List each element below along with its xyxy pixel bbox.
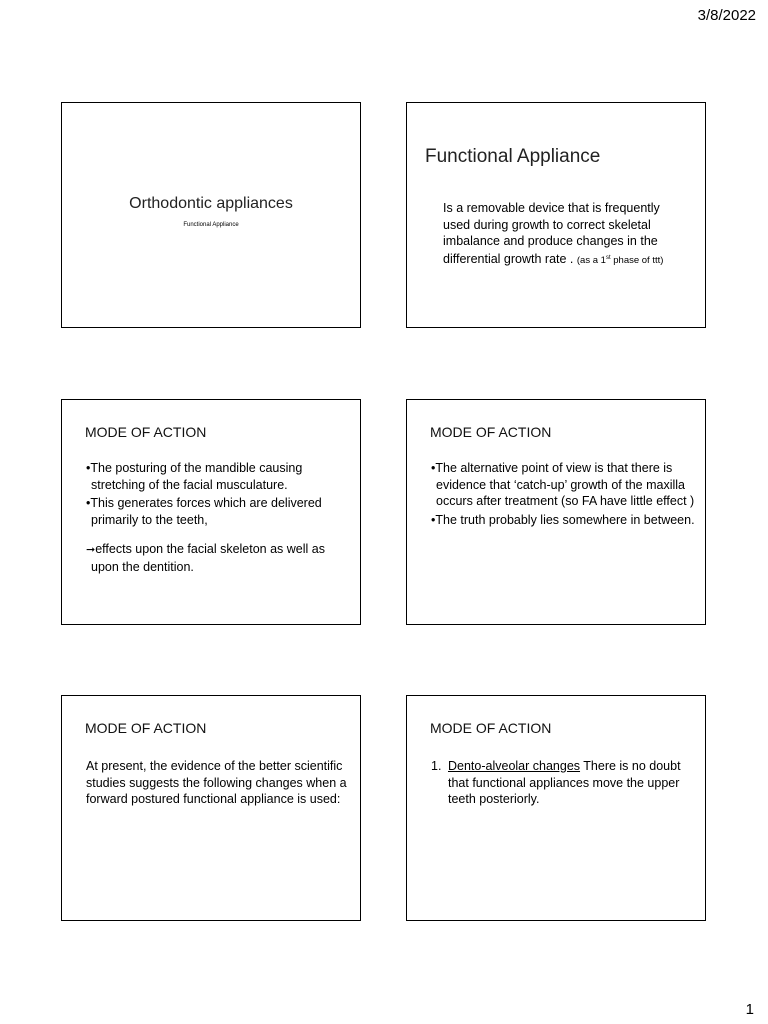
- list-number: 1.: [431, 759, 442, 773]
- list-item: •The posturing of the mandible causing stretching of the facial musculature.: [86, 461, 303, 492]
- slide-5: [61, 695, 361, 921]
- slide-heading: MODE OF ACTION: [85, 720, 207, 736]
- page-number: 1: [745, 1001, 754, 1018]
- list-item: ➞effects upon the facial skeleton as well as upon the dentition.: [86, 542, 325, 574]
- list-item: •The truth probably lies somewhere in between.: [431, 512, 695, 527]
- slide-4: [406, 399, 706, 625]
- slide-heading: MODE OF ACTION: [85, 424, 207, 440]
- slide-subtitle: Functional Appliance: [183, 222, 239, 228]
- slide-heading: MODE OF ACTION: [430, 424, 552, 440]
- definition-text: Is a removable device that is frequently used during growth to correct skeletal imbalance and produce changes in the differential growth rate .: [443, 201, 660, 266]
- slide-title: Functional Appliance: [425, 146, 601, 167]
- slide-body: [443, 200, 683, 269]
- page-date: 3/8/2022: [697, 7, 756, 24]
- slide-body: At present, the evidence of the better scientific studies suggests the following changes when a forward postured functional appliance is used:: [86, 759, 347, 806]
- term: Dento-alveolar changes: [448, 759, 581, 773]
- phase-note: (as a 1st phase of ttt): [576, 254, 664, 266]
- slide-6: [406, 695, 706, 921]
- list-item: Dento-alveolar changes There is no doubt that functional appliances move the upper teeth posteriorly.: [448, 759, 681, 806]
- slide-heading: MODE OF ACTION: [430, 720, 552, 736]
- bullet-list: [431, 460, 699, 530]
- slide-1: [61, 102, 361, 328]
- numbered-list: [431, 758, 693, 808]
- bullet-list: [86, 460, 354, 575]
- list-item: •The alternative point of view is that there is evidence that ‘catch-up’ growth of the maxilla occurs after treatment (so FA have little effect ): [431, 461, 695, 508]
- slide-3: [61, 399, 361, 625]
- arrow-icon: ➞: [86, 544, 96, 556]
- slide-title: Orthodontic appliances: [129, 195, 293, 212]
- slide-2: [406, 102, 706, 328]
- list-item: •This generates forces which are delivered primarily to the teeth,: [86, 496, 322, 527]
